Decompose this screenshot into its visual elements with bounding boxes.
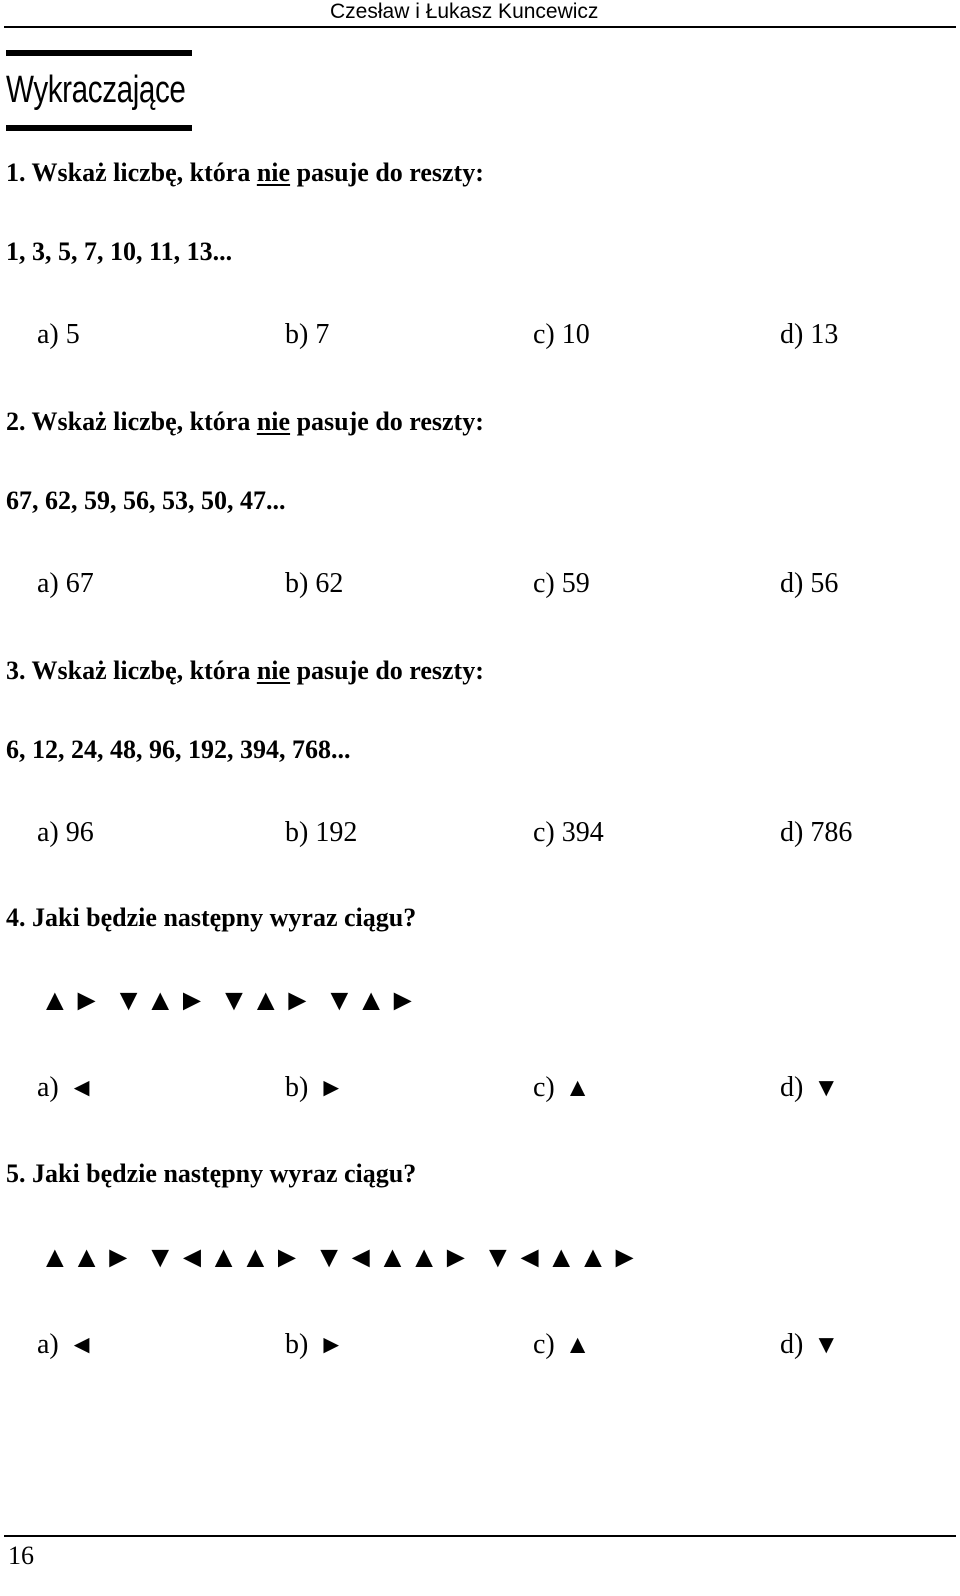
question-3-sequence: 6, 12, 24, 48, 96, 192, 394, 768... [6, 735, 351, 764]
prompt-text: pasuje do reszty: [290, 407, 484, 436]
option-label: d) [780, 1329, 804, 1360]
question-1-option-b[interactable]: b) 7 [285, 319, 330, 350]
triangle-down-icon: ▼ [813, 1329, 840, 1359]
prompt-emphasis: nie [256, 158, 291, 187]
triangle-down-icon: ▼ [813, 1072, 840, 1102]
question-3-option-d[interactable]: d) 786 [780, 817, 853, 848]
question-5-prompt: 5. Jaki będzie następny wyraz ciągu? [6, 1159, 417, 1188]
question-2-prompt [6, 406, 484, 438]
option-label: a) [37, 1072, 59, 1103]
triangle-right-icon: ► [318, 1329, 345, 1359]
question-5-option-b[interactable] [285, 1327, 344, 1362]
question-5-shape-sequence: ▲▲► ▼◄▲▲► ▼◄▲▲► ▼◄▲▲► [40, 1241, 642, 1274]
prompt-emphasis: nie [256, 407, 291, 436]
question-1-sequence: 1, 3, 5, 7, 10, 11, 13... [6, 237, 233, 266]
triangle-left-icon: ◄ [68, 1329, 95, 1359]
question-4-shape-sequence: ▲► ▼▲► ▼▲► ▼▲► [40, 984, 420, 1017]
option-label: c) [533, 1072, 555, 1103]
running-header-author: Czesław i Łukasz Kuncewicz [330, 0, 599, 23]
option-label: b) [285, 1072, 309, 1103]
triangle-left-icon: ◄ [68, 1072, 95, 1102]
option-label: b) [285, 1329, 309, 1360]
prompt-emphasis: nie [256, 656, 291, 685]
question-3-option-b[interactable]: b) 192 [285, 817, 358, 848]
prompt-text: pasuje do reszty: [290, 656, 484, 685]
question-3-option-a[interactable]: a) 96 [37, 817, 94, 848]
option-label: a) [37, 1329, 59, 1360]
header-rule [4, 26, 956, 28]
prompt-text: 1. Wskaż liczbę, która [6, 158, 257, 187]
question-3-option-c[interactable]: c) 394 [533, 817, 604, 848]
question-1-prompt [6, 157, 484, 189]
question-5-option-c[interactable] [533, 1327, 591, 1362]
triangle-up-icon: ▲ [564, 1072, 591, 1102]
question-5-option-a[interactable] [37, 1327, 95, 1362]
option-label: c) [533, 1329, 555, 1360]
question-5-option-d[interactable] [780, 1327, 839, 1362]
question-2-sequence: 67, 62, 59, 56, 53, 50, 47... [6, 486, 286, 515]
section-title: Wykraczające [6, 69, 186, 111]
prompt-text: 2. Wskaż liczbę, która [6, 407, 257, 436]
question-2-option-b[interactable]: b) 62 [285, 568, 344, 599]
question-2-option-d[interactable]: d) 56 [780, 568, 839, 599]
option-label: d) [780, 1072, 804, 1103]
prompt-text: pasuje do reszty: [290, 158, 484, 187]
question-4-option-a[interactable] [37, 1070, 95, 1105]
question-2-option-a[interactable]: a) 67 [37, 568, 94, 599]
question-4-prompt: 4. Jaki będzie następny wyraz ciągu? [6, 903, 417, 932]
section-bar-bottom [6, 125, 192, 131]
question-4-option-b[interactable] [285, 1070, 344, 1105]
footer-rule [4, 1535, 956, 1537]
section-bar-top [6, 50, 192, 56]
question-1-option-d[interactable]: d) 13 [780, 319, 839, 350]
triangle-up-icon: ▲ [564, 1329, 591, 1359]
page-number: 16 [8, 1541, 34, 1570]
question-2-option-c[interactable]: c) 59 [533, 568, 590, 599]
question-4-option-c[interactable] [533, 1070, 591, 1105]
triangle-right-icon: ► [318, 1072, 345, 1102]
question-3-prompt [6, 655, 484, 687]
question-1-option-a[interactable]: a) 5 [37, 319, 80, 350]
prompt-text: 3. Wskaż liczbę, która [6, 656, 257, 685]
question-1-option-c[interactable]: c) 10 [533, 319, 590, 350]
question-4-option-d[interactable] [780, 1070, 839, 1105]
